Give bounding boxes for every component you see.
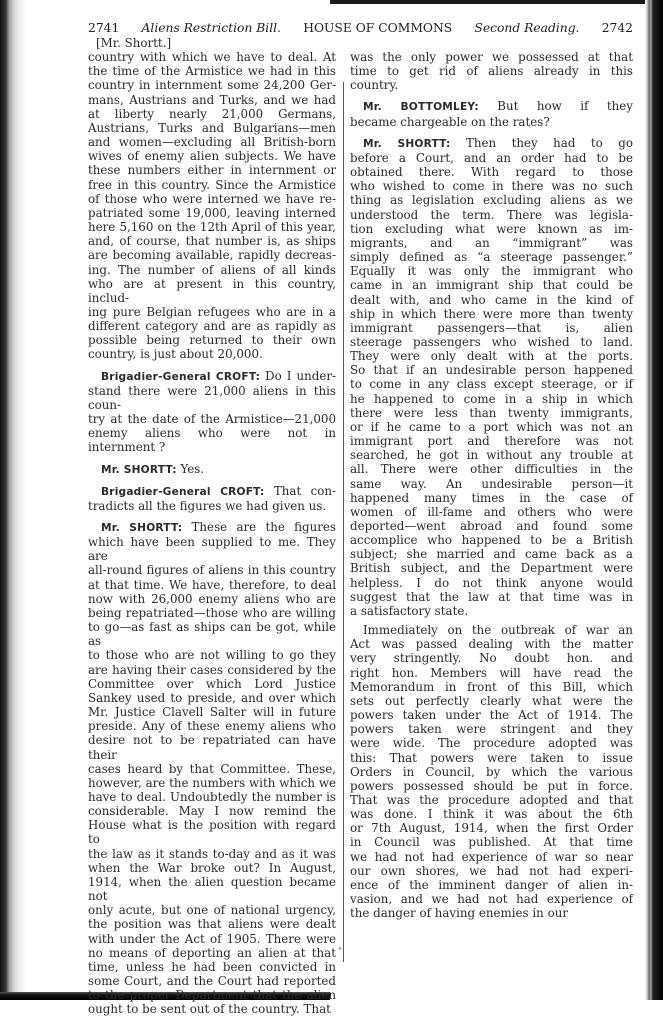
right-column bbox=[350, 50, 633, 920]
speaker-name: Mr. BOTTOMLEY: bbox=[363, 101, 479, 114]
text-line: in Council was published. At that time bbox=[350, 835, 633, 850]
text-line: immigrant port and therefore was not bbox=[350, 434, 633, 449]
text-line: understood the term. There was legisla- bbox=[350, 207, 633, 222]
text-line: House what is the position with regard to bbox=[88, 818, 336, 847]
text-line: free in this country. Since the Armistice bbox=[88, 177, 336, 192]
text-line: powers taken under the Act of 1914. The bbox=[350, 708, 633, 723]
text-line: at liberty nearly 21,000 Germans, bbox=[88, 106, 336, 121]
running-header bbox=[88, 20, 633, 36]
text-line: the danger of having enemies in our bbox=[350, 906, 568, 921]
text-line: ing. The number of aliens of all kinds bbox=[88, 262, 336, 277]
text-line: possible being returned to their own bbox=[88, 333, 336, 348]
text-line: obtained there. With regard to those bbox=[350, 165, 633, 180]
speaker-name: Mr. SHORTT: bbox=[101, 522, 183, 534]
text-line: Orders in Council, by which the various bbox=[350, 764, 633, 779]
text-line: thing as legislation excluding aliens as we bbox=[350, 193, 633, 208]
text-line: the time of the Armistice we had in this bbox=[88, 64, 336, 79]
text-line: at that time. We have, therefore, to deal bbox=[88, 577, 336, 592]
text-line: powers possessed should be put in force. bbox=[350, 778, 633, 793]
text-line: steerage passengers who wished to land. bbox=[350, 334, 633, 349]
text-line: ought to be sent out of the country. That bbox=[88, 1002, 331, 1016]
text-line: of those who were interned we have re- bbox=[88, 191, 336, 206]
text-line: So that if an undesirable person happened bbox=[350, 363, 633, 378]
bill-title: Aliens Restriction Bill. bbox=[141, 21, 282, 35]
text-line: to go—as fast as ships can be got, while as bbox=[88, 620, 336, 649]
text-line: a satisfactory state. bbox=[350, 603, 469, 618]
text-line: immigrant passengers—that is, alien bbox=[350, 320, 633, 335]
text-line: Equally it was only the immigrant who bbox=[350, 264, 633, 279]
speech-shortt-figures-supplied: Mr. SHORTT: These are the figures bbox=[101, 520, 337, 534]
column-pointer-mark: ˄ bbox=[338, 948, 343, 958]
text-line: happened many times in the case of bbox=[350, 490, 633, 505]
text-line: to come in any class except steerage, or if bbox=[350, 377, 633, 392]
scan-top-edge bbox=[330, 0, 663, 4]
text-line: Sankey used to preside, and over which bbox=[88, 690, 336, 705]
text-line: different category and are as rapidly as bbox=[88, 319, 336, 334]
text-line: same way. An undesirable person—it bbox=[350, 476, 633, 491]
text-line: ing pure Belgian refugees who are in a bbox=[88, 304, 336, 319]
text-line: being repatriated—those who are willing bbox=[88, 605, 336, 620]
column-divider bbox=[343, 82, 344, 962]
text-line: are having their cases considered by the bbox=[88, 662, 336, 677]
text-line: vasion, and we had not had experience of bbox=[350, 892, 633, 907]
text-line: Act was passed dealing with the matter bbox=[350, 637, 633, 652]
text-line: to the proper Department that the alien bbox=[88, 988, 336, 1003]
speech-shortt-figures-supplied-body bbox=[88, 535, 336, 1016]
text-line: who are at present in this country, includ- bbox=[88, 276, 336, 305]
text-line: helpless. I do not think anyone would bbox=[350, 575, 633, 590]
speech-croft-question: Brigadier-General CROFT: Do I under- bbox=[101, 368, 337, 383]
page-binding-shadow bbox=[0, 0, 26, 1000]
text-line: Austrians, Turks and Bulgarians—men bbox=[88, 120, 336, 135]
text-line: and women—excluding all British-born bbox=[88, 135, 336, 150]
text-line: migrants, and an “immigrant” was bbox=[350, 235, 633, 250]
paragraph-outbreak-of-war bbox=[350, 623, 633, 920]
text-line: enemy aliens who were not in internment ? bbox=[88, 426, 336, 455]
text-line: ship in which there were more than twenty bbox=[350, 306, 633, 321]
text-line: there were less than twenty immigrants, bbox=[350, 405, 633, 420]
text-line: preside. Any of these enemy aliens who bbox=[88, 719, 336, 734]
text-line: country in internment some 24,200 Ger- bbox=[88, 78, 336, 93]
text-line: came in an immigrant ship that could be bbox=[350, 278, 633, 293]
left-page-number: 2741 bbox=[88, 21, 120, 35]
speaker-name: Brigadier-General CROFT: bbox=[101, 485, 265, 498]
speech-croft-contradicts-body bbox=[88, 499, 336, 513]
speech-bottomley-body bbox=[350, 115, 633, 129]
text-line: They were only dealt with at the ports. bbox=[350, 349, 633, 364]
text-line: stand there were 21,000 aliens in this coun- bbox=[88, 383, 336, 412]
text-line: or if he came to a port which was not an bbox=[350, 419, 633, 434]
text-line: tion excluding what were known as im- bbox=[350, 221, 633, 236]
text-line: time to get rid of aliens already in this bbox=[350, 64, 633, 79]
text-line: our own shores, we had not had experi- bbox=[350, 863, 633, 878]
text-line: tradicts all the figures we had given us. bbox=[88, 498, 327, 513]
text-line: however, are the numbers with which we bbox=[88, 775, 336, 790]
right-page-number: 2742 bbox=[601, 21, 633, 35]
text-line: 1914, when the alien question became not bbox=[88, 874, 336, 904]
speaker-name: Brigadier-General CROFT: bbox=[101, 370, 261, 383]
text-line: became chargeable on the rates? bbox=[350, 114, 550, 129]
speaker-name: Mr. SHORTT: bbox=[363, 137, 451, 150]
text-line: cases heard by that Committee. These, bbox=[88, 761, 336, 776]
text-line: these numbers either in internment or bbox=[88, 163, 336, 178]
text-line: and, of course, that number is, as ships bbox=[88, 234, 336, 249]
text-line: who wished to come in there was no such bbox=[350, 179, 633, 194]
text-line: all. There were other difficulties in the bbox=[350, 462, 633, 477]
text-line: the position was that aliens were dealt bbox=[88, 917, 336, 932]
text-line: sets out perfectly clearly what were the bbox=[350, 693, 633, 708]
text-line: only acute, but one of national urgency, bbox=[88, 903, 336, 918]
text-line: some Court, and the Court had reported bbox=[88, 974, 336, 988]
text-line: all-round figures of aliens in this country bbox=[88, 563, 336, 578]
text-line: deported—went abroad and found some bbox=[350, 519, 633, 533]
text-line: he happened to come in a ship in which bbox=[350, 391, 633, 406]
text-line: no means of deporting an alien at that bbox=[88, 945, 336, 960]
paragraph-shortt-figures bbox=[88, 50, 336, 361]
text-line: mans, Austrians and Turks, and we had bbox=[88, 92, 336, 107]
text-line: this: That powers were taken to issue bbox=[350, 750, 633, 765]
text-line: when the War broke out? In August, bbox=[88, 860, 336, 875]
text-line: patriated some 19,000, leaving interned bbox=[88, 205, 336, 220]
text-line: Mr. Justice Clavell Salter will in future bbox=[88, 705, 336, 720]
speech-shortt-yes: Mr. SHORTT: Yes. bbox=[101, 461, 205, 476]
text-line: country. bbox=[350, 78, 399, 93]
text-line: time, unless he had been convicted in bbox=[88, 959, 336, 974]
text-line: right hon. Members will have read the bbox=[350, 665, 633, 680]
speaker-name: Mr. SHORTT: bbox=[101, 463, 177, 476]
text-line: are becoming available, rapidly decreas- bbox=[88, 248, 336, 263]
text-line: That was the procedure adopted and that bbox=[350, 792, 633, 807]
text-line: considerable. May I now remind the bbox=[88, 804, 336, 819]
text-line: the law as it stands to-day and as it was bbox=[88, 846, 336, 861]
text-line: women of ill-fame and others who were bbox=[350, 504, 633, 519]
text-line: we had not had experience of war so near bbox=[350, 849, 633, 864]
text-line: very stringently. No doubt hon. and bbox=[350, 651, 633, 666]
reading-title: Second Reading. bbox=[474, 21, 580, 35]
text-line: ence of the imminent danger of alien in- bbox=[350, 877, 633, 892]
text-line: Committee over which Lord Justice bbox=[88, 676, 336, 691]
text-line: powers taken were stringent and they bbox=[350, 722, 633, 737]
text-line: or 7th August, 1914, when the first Order bbox=[350, 821, 633, 836]
text-line: simply defined as “a steerage passenger.” bbox=[350, 250, 633, 265]
speech-shortt-court: Mr. SHORTT: Then they had to go bbox=[363, 135, 634, 150]
text-line: searched, he got in without any trouble at bbox=[350, 448, 633, 463]
text-line: have to deal. Undoubtedly the number is bbox=[88, 789, 336, 804]
text-line: desire not to be repatriated can have their bbox=[88, 733, 336, 762]
text-line: Immediately on the outbreak of war an bbox=[363, 623, 633, 638]
left-column bbox=[88, 36, 336, 1016]
speech-shortt-court-body bbox=[350, 151, 633, 618]
text-line: wives of enemy alien subjects. We have bbox=[88, 149, 336, 164]
text-line: accomplice who happened to be a British bbox=[350, 533, 633, 548]
speech-croft-question-body bbox=[88, 384, 336, 455]
text-line: which have been supplied to me. They are bbox=[88, 535, 336, 564]
text-line: country with which we have to deal. At bbox=[88, 50, 336, 65]
page-right-edge bbox=[645, 0, 663, 1000]
speech-croft-contradicts: Brigadier-General CROFT: That con- bbox=[101, 483, 336, 498]
text-line: suggest that the law at that time was in bbox=[350, 589, 633, 604]
house-title: HOUSE OF COMMONS bbox=[303, 21, 453, 35]
text-line: dealt with, and who came in the kind of bbox=[350, 292, 633, 307]
text-line: were wide. The procedure adopted was bbox=[350, 736, 633, 751]
speaker-attribution: [Mr. Shortt.] bbox=[96, 36, 172, 50]
text-line: before a Court, and an order had to be bbox=[350, 150, 633, 165]
paragraph-continuation bbox=[350, 50, 633, 92]
text-line: British subject, and the Department were bbox=[350, 561, 633, 576]
text-line: was done. I think it was about the 6th bbox=[350, 807, 633, 822]
text-line: was the only power we possessed at that bbox=[350, 50, 633, 64]
text-line: with under the Act of 1905. There were bbox=[88, 931, 336, 946]
text-line: subject; she married and came back as a bbox=[350, 547, 633, 562]
speech-bottomley: Mr. BOTTOMLEY: But how if they bbox=[363, 99, 634, 114]
text-line: try at the date of the Armistice—21,000 bbox=[88, 412, 336, 427]
text-line: country, is just about 20,000. bbox=[88, 347, 263, 362]
text-line: to those who are not willing to go they bbox=[88, 648, 336, 663]
text-line: Memorandum in front of this Bill, which bbox=[350, 679, 633, 694]
text-line: now with 26,000 enemy aliens who are bbox=[88, 591, 336, 606]
text-line: here 5,160 on the 12th April of this year, bbox=[88, 220, 336, 235]
